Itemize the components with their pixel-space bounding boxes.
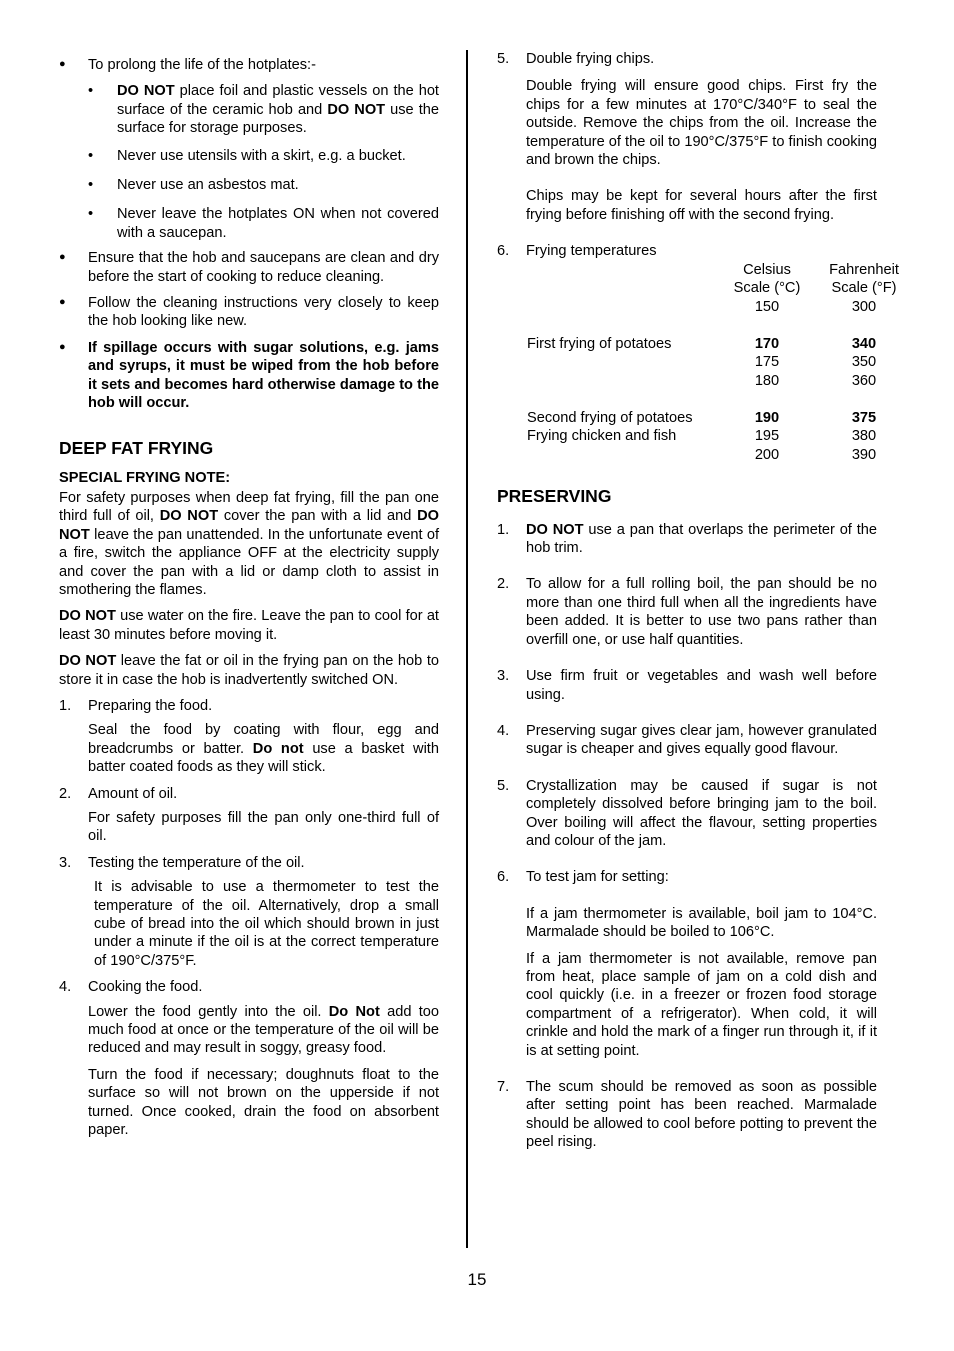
column-divider <box>466 50 468 1248</box>
preserving-item-6: 6. To test jam for setting: <box>497 869 669 886</box>
bullet-prolong-life: ● To prolong the life of the hotplates:- <box>59 56 439 74</box>
table-fahrenheit-375: 375 <box>851 409 877 426</box>
preserving-item-5: 5. Crystallization may be caused if sugar is not completely dissolved before bringing jam to the boil. Over boiling will affect the flavour, setting properties and colour of the jam. <box>497 777 877 849</box>
step-3-title: 3. Testing the temperature of the oil. <box>59 854 305 871</box>
note-fat-storage: DO NOT leave the fat or oil in the frying pan on the hob to store it in case the hob is inadvertently switched ON. <box>59 653 439 688</box>
sub-item-skirt: • Never use utensils with a skirt, e.g. a bucket. <box>59 147 439 165</box>
table-celsius-150: 150 <box>754 298 780 315</box>
step-2-title: 2. Amount of oil. <box>59 785 178 802</box>
sub-item-asbestos: • Never use an asbestos mat. <box>59 176 439 194</box>
table-label-second-frying: Second frying of potatoes <box>527 409 693 426</box>
step-4-title: 4. Cooking the food. <box>59 979 203 996</box>
table-header-celsius-scale: Scale (°C) <box>733 279 801 296</box>
sub-item-foil: • DO NOT place foil and plastic vessels on the hot surface of the ceramic hob and DO NOT use the surface for storage purposes. <box>59 82 439 137</box>
note-water-fire: DO NOT use water on the fire. Leave the pan to cool for at least 30 minutes before moving it. <box>59 608 439 643</box>
table-header-fahrenheit-scale: Scale (°F) <box>831 279 897 296</box>
table-header-fahrenheit: Fahrenheit <box>829 261 899 278</box>
step-4-text: Lower the food gently into the oil. Do Not add too much food at once or the temperature of the oil will be reduced and may result in soggy, greasy food. <box>88 1003 439 1057</box>
step-5-title: 5. Double frying chips. <box>497 51 655 67</box>
step-3-text: It is advisable to use a thermometer to test the temperature of the oil. Alternatively, drop a small cube of bread into the oil which should brown in just under a minute if the oil is at the correct temperature of 190°C/375°F. <box>94 879 439 969</box>
sub-item-hotplates: • Never leave the hotplates ON when not covered with a saucepan. <box>59 205 439 242</box>
preserving-item-4: 4. Preserving sugar gives clear jam, however granulated sugar is cheaper and gives equally good flavour. <box>497 722 877 758</box>
special-frying-note-heading: SPECIAL FRYING NOTE: <box>59 469 231 486</box>
table-fahrenheit-360: 360 <box>851 372 877 389</box>
preserving-item-1: 1. DO NOT use a pan that overlaps the perimeter of the hob trim. <box>497 521 877 557</box>
preserving-item-2: 2. To allow for a full rolling boil, the pan should be no more than one third full when all the ingredients have been added. It is better to use two pans rather than overfill one, or use half quantities. <box>497 576 877 648</box>
table-celsius-175: 175 <box>754 353 780 370</box>
step-5-text: Double frying will ensure good chips. First fry the chips for a few minutes at 170°C/340°F to seal the outside. Remove the chips from the oil. Increase the temperature of the oil to 190°C/375°F to finish cooking and brown the chips. <box>526 78 877 169</box>
preserving-item-7: 7. The scum should be removed as soon as possible after setting point has been reached. Marmalade should be allowed to cool before potting to prevent the peel rising. <box>497 1079 877 1151</box>
step-2-text: For safety purposes fill the pan only one-third full of oil. <box>88 810 439 845</box>
step-5-text-2: Chips may be kept for several hours after the first frying before finishing off with the second frying. <box>526 188 877 223</box>
step-4-text-2: Turn the food if necessary; doughnuts float to the surface so will not brown on the upperside if not turned. Once cooked, drain the food on absorbent paper. <box>88 1066 439 1139</box>
heading-deep-fat-frying: DEEP FAT FRYING <box>59 437 214 458</box>
bullet-cleaning-instructions: ● Follow the cleaning instructions very closely to keep the hob looking like new. <box>59 294 439 331</box>
table-celsius-200: 200 <box>754 446 780 463</box>
table-label-chicken-fish: Frying chicken and fish <box>527 427 677 444</box>
note-safety-fill: For safety purposes when deep fat frying, fill the pan one third full of oil, DO NOT cover the pan with a lid and DO NOT leave the pan unattended. In the unfortunate event of a fire, switch the appliance OFF at the electricity supply and cover the pan with a lid or damp cloth to assist in smothering the flames. <box>59 489 439 598</box>
table-fahrenheit-390: 390 <box>851 446 877 463</box>
frying-temperature-table <box>497 261 899 477</box>
table-fahrenheit-300: 300 <box>851 298 877 315</box>
heading-preserving: PRESERVING <box>497 485 612 506</box>
table-celsius-180: 180 <box>754 372 780 389</box>
step-1-title: 1. Preparing the food. <box>59 697 213 714</box>
bullet-spillage-warning: ● If spillage occurs with sugar solutions, e.g. jams and syrups, it must be wiped from the hob before it sets and becomes hard otherwise damage to the hob will occur. <box>59 339 439 413</box>
table-header-celsius: Celsius <box>743 261 791 278</box>
table-celsius-195: 195 <box>754 427 780 444</box>
page-number: 15 <box>467 1270 487 1289</box>
table-label-first-frying: First frying of potatoes <box>527 335 672 352</box>
table-celsius-170: 170 <box>754 335 780 352</box>
step-6-title: 6. Frying temperatures <box>497 243 657 260</box>
preserving-item-3: 3. Use firm fruit or vegetables and wash well before using. <box>497 668 877 703</box>
table-fahrenheit-340: 340 <box>851 335 877 352</box>
table-fahrenheit-380: 380 <box>851 427 877 444</box>
step-1-text: Seal the food by coating with flour, egg and breadcrumbs or batter. Do not use a basket with batter coated foods as they will stick. <box>88 722 439 776</box>
preserving-item-6-text-2: If a jam thermometer is not available, remove pan from heat, place sample of jam on a cold dish and cool quickly (i.e. in a freezer or frozen food storage compartment of a refrigerator). When cold, it will crinkle and hold the mark of a finger run through it, if it is at setting point. <box>526 950 877 1059</box>
table-fahrenheit-350: 350 <box>851 353 877 370</box>
bullet-clean-dry: ● Ensure that the hob and saucepans are clean and dry before the start of cooking to reduce cleaning. <box>59 249 439 286</box>
right-column <box>497 48 899 1152</box>
table-celsius-190: 190 <box>754 409 780 426</box>
preserving-item-6-text-1: If a jam thermometer is available, boil jam to 104°C. Marmalade should be boiled to 106°C. <box>526 905 877 941</box>
left-column <box>59 48 439 1140</box>
